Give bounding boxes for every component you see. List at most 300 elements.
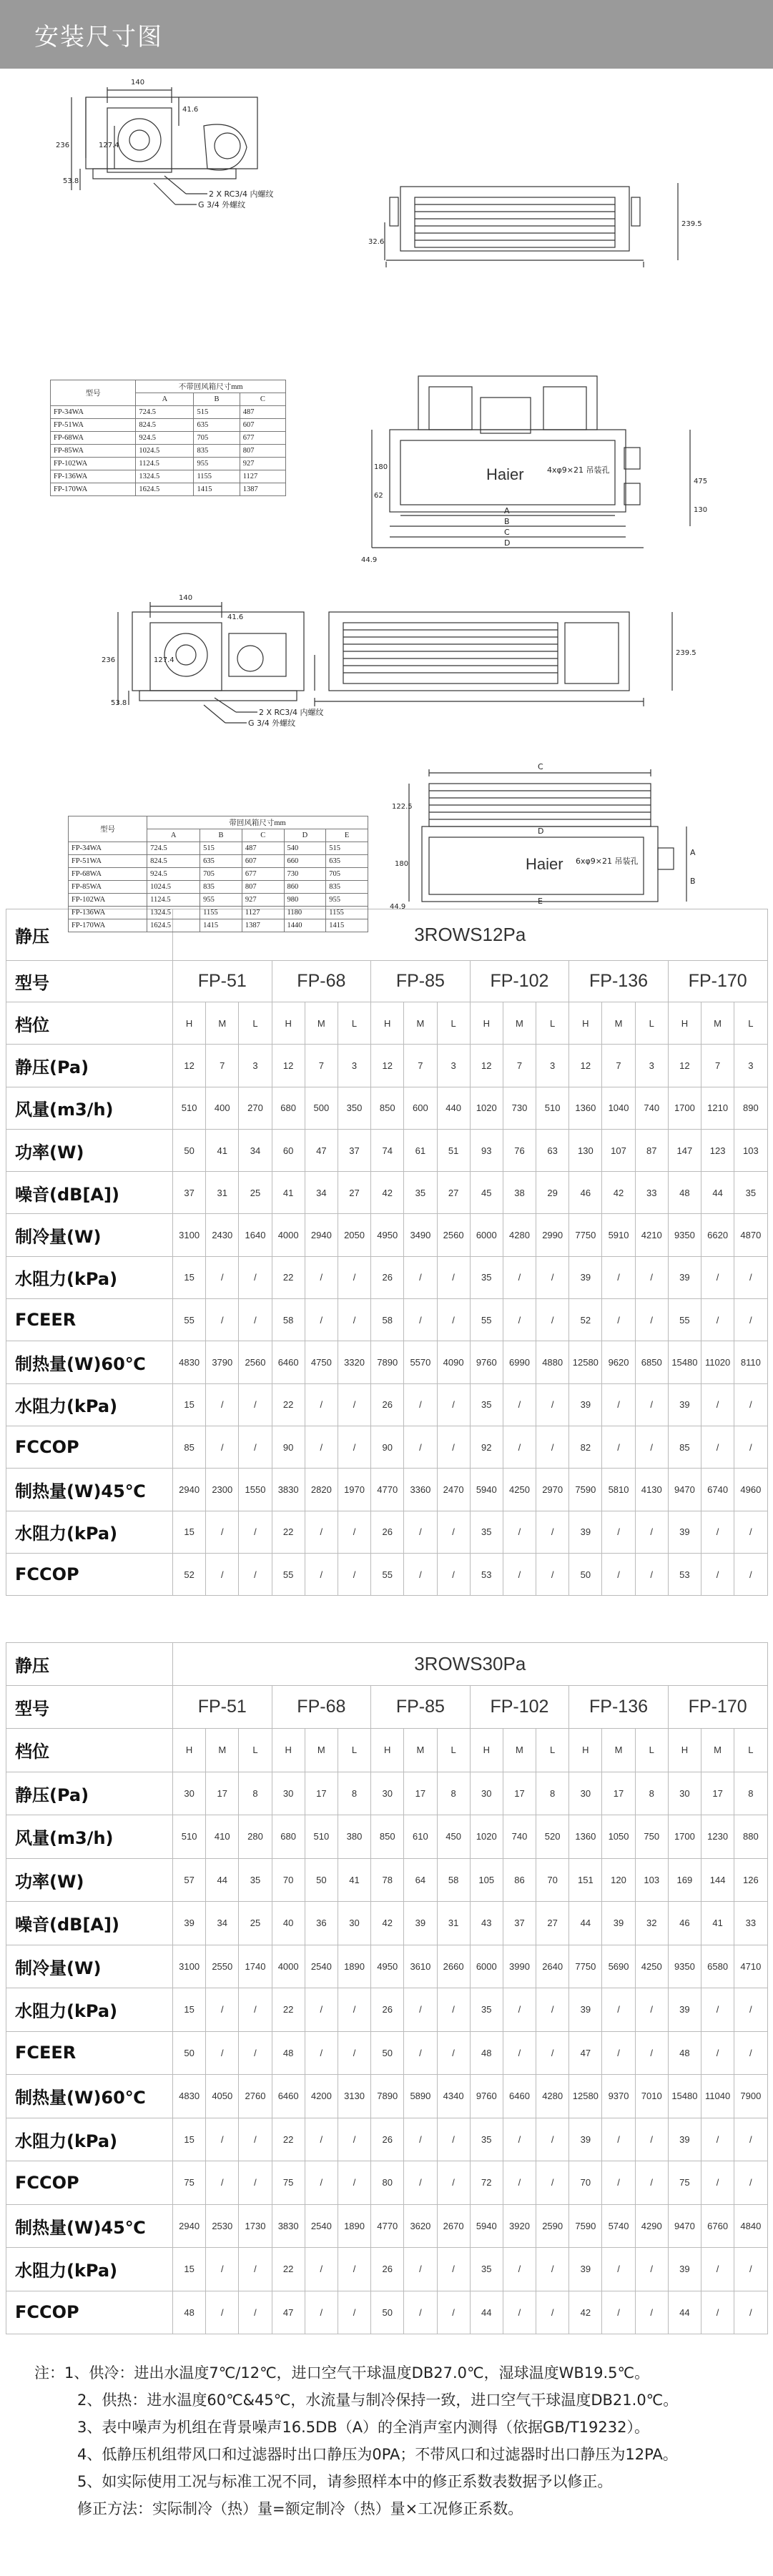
spec-title: 3ROWS30Pa: [173, 1643, 768, 1686]
model-header: FP-170: [668, 961, 767, 1002]
value-cell: 39: [668, 2118, 701, 2161]
value-cell: 58: [371, 1299, 404, 1341]
value-cell: /: [239, 1553, 272, 1595]
value-cell: 924.5: [136, 432, 194, 445]
value-cell: 5810: [602, 1469, 635, 1511]
callout-label: G 3/4 外螺纹: [198, 200, 246, 209]
value-cell: 6460: [272, 2075, 305, 2118]
value-cell: /: [701, 2031, 734, 2075]
value-cell: 8: [437, 1772, 470, 1815]
value-cell: 1415: [200, 919, 242, 932]
value-cell: 17: [503, 1772, 536, 1815]
value-cell: 440: [437, 1087, 470, 1129]
front-view-2: [315, 612, 672, 706]
value-cell: 50: [173, 2031, 206, 2075]
note-item: [34, 2359, 773, 2387]
value-cell: 12: [668, 1045, 701, 1087]
value-cell: L: [536, 1002, 569, 1045]
value-cell: 39: [569, 1383, 602, 1426]
value-cell: /: [305, 1988, 338, 2032]
dim-label: 140: [179, 594, 193, 602]
letter-label: A: [504, 506, 510, 515]
note-item: 3、表中噪声为机组在背景噪声16.5DB（A）的全消声室内测得（依据GB/T19232）。: [77, 2419, 649, 2437]
value-cell: 55: [173, 1299, 206, 1341]
value-cell: 4750: [305, 1341, 338, 1383]
spec-row: [6, 1299, 768, 1341]
value-cell: 87: [635, 1129, 668, 1171]
table-row: [51, 445, 286, 458]
value-cell: 50: [173, 1129, 206, 1171]
dim-label: 239.5: [676, 649, 696, 657]
value-cell: 50: [305, 1858, 338, 1902]
value-cell: /: [701, 1426, 734, 1468]
spec-row: [6, 1988, 768, 2032]
spec-row: [6, 1002, 768, 1045]
value-cell: /: [437, 2248, 470, 2291]
value-cell: /: [239, 2248, 272, 2291]
value-cell: 22: [272, 2118, 305, 2161]
value-cell: /: [437, 1256, 470, 1298]
value-cell: /: [404, 2291, 437, 2334]
spec-row: [6, 1902, 768, 1945]
value-cell: 835: [200, 881, 242, 894]
value-cell: /: [239, 1988, 272, 2032]
value-cell: /: [602, 1256, 635, 1298]
value-cell: 1155: [200, 907, 242, 919]
value-cell: 47: [569, 2031, 602, 2075]
value-cell: 44: [569, 1902, 602, 1945]
value-cell: 3990: [503, 1945, 536, 1988]
value-cell: 1210: [701, 1087, 734, 1129]
value-cell: 924.5: [147, 868, 200, 881]
value-cell: 39: [668, 1383, 701, 1426]
value-cell: 15480: [668, 1341, 701, 1383]
value-cell: /: [734, 2291, 767, 2334]
row-label: 制热量(W)60℃: [6, 2075, 173, 2118]
value-cell: 1127: [240, 470, 285, 483]
top-view-1: [372, 376, 690, 548]
value-cell: H: [470, 1002, 503, 1045]
value-cell: 835: [326, 881, 368, 894]
value-cell: 74: [371, 1129, 404, 1171]
value-cell: /: [635, 2248, 668, 2291]
value-cell: /: [206, 2031, 239, 2075]
value-cell: /: [536, 1988, 569, 2032]
value-cell: 9370: [602, 2075, 635, 2118]
value-cell: 7750: [569, 1945, 602, 1988]
value-cell: 1550: [239, 1469, 272, 1511]
value-cell: H: [569, 1729, 602, 1772]
spec-row: [6, 2118, 768, 2161]
static-pressure-label: 静压: [6, 909, 173, 961]
value-cell: 15480: [668, 2075, 701, 2118]
value-cell: 955: [194, 458, 240, 470]
value-cell: /: [404, 1299, 437, 1341]
value-cell: 15: [173, 1988, 206, 2032]
value-cell: 35: [470, 1988, 503, 2032]
dim-label: 122.5: [392, 803, 413, 811]
spec-row: [6, 1945, 768, 1988]
value-cell: /: [206, 1553, 239, 1595]
value-cell: 607: [242, 855, 284, 868]
value-cell: 78: [371, 1858, 404, 1902]
row-label: FCCOP: [6, 2291, 173, 2334]
dim-label: 41.6: [182, 106, 199, 114]
value-cell: 4770: [371, 2204, 404, 2248]
value-cell: 15: [173, 2248, 206, 2291]
dim-label: 180: [374, 463, 388, 471]
value-cell: 26: [371, 2118, 404, 2161]
value-cell: M: [305, 1729, 338, 1772]
value-cell: 75: [272, 2161, 305, 2205]
hole-label: 6xφ9×21 吊装孔: [576, 857, 639, 866]
value-cell: 1020: [470, 1087, 503, 1129]
value-cell: 600: [404, 1087, 437, 1129]
value-cell: 6460: [272, 1341, 305, 1383]
value-cell: 35: [470, 2248, 503, 2291]
model-cell: FP-51WA: [51, 419, 136, 432]
value-cell: 42: [371, 1902, 404, 1945]
table-corner: 型号: [51, 380, 136, 406]
value-cell: /: [734, 1988, 767, 2032]
value-cell: 3: [239, 1045, 272, 1087]
value-cell: L: [239, 1729, 272, 1772]
value-cell: 86: [503, 1858, 536, 1902]
row-label: 档位: [6, 1002, 173, 1045]
value-cell: 15: [173, 1256, 206, 1298]
value-cell: /: [338, 1256, 370, 1298]
value-cell: 807: [242, 881, 284, 894]
value-cell: /: [404, 2118, 437, 2161]
value-cell: 45: [470, 1172, 503, 1214]
value-cell: M: [503, 1729, 536, 1772]
value-cell: /: [437, 2031, 470, 2075]
value-cell: 1624.5: [147, 919, 200, 932]
model-cell: FP-34WA: [69, 842, 147, 855]
value-cell: 55: [470, 1299, 503, 1341]
row-label: FCCOP: [6, 2161, 173, 2205]
spec-row: [6, 2204, 768, 2248]
value-cell: 610: [404, 1815, 437, 1859]
value-cell: 955: [200, 894, 242, 907]
row-label: 制热量(W)45℃: [6, 2204, 173, 2248]
value-cell: 4950: [371, 1214, 404, 1256]
value-cell: 40: [272, 1902, 305, 1945]
spec-row: [6, 1045, 768, 1087]
value-cell: /: [602, 2248, 635, 2291]
note-text: 1、供冷：进出水温度7℃/12℃，进口空气干球温度DB27.0℃，湿球温度WB19.5℃。: [64, 2364, 650, 2382]
spec-row: [6, 1172, 768, 1214]
value-cell: 1124.5: [136, 458, 194, 470]
value-cell: 2970: [536, 1469, 569, 1511]
value-cell: 151: [569, 1858, 602, 1902]
value-cell: 44: [701, 1172, 734, 1214]
value-cell: 5740: [602, 2204, 635, 2248]
value-cell: 1415: [326, 919, 368, 932]
model-header: FP-51: [173, 961, 272, 1002]
model-cell: FP-102WA: [51, 458, 136, 470]
value-cell: 60: [272, 1129, 305, 1171]
value-cell: 5890: [404, 2075, 437, 2118]
value-cell: 30: [371, 1772, 404, 1815]
value-cell: 26: [371, 1511, 404, 1553]
value-cell: /: [602, 1383, 635, 1426]
value-cell: /: [536, 2118, 569, 2161]
value-cell: /: [635, 1988, 668, 2032]
value-cell: /: [437, 2118, 470, 2161]
value-cell: 6580: [701, 1945, 734, 1988]
value-cell: /: [338, 1299, 370, 1341]
value-cell: 2540: [305, 2204, 338, 2248]
row-label: 水阻力(kPa): [6, 1256, 173, 1298]
value-cell: 50: [371, 2291, 404, 2334]
value-cell: /: [536, 1426, 569, 1468]
value-cell: /: [602, 1511, 635, 1553]
value-cell: 92: [470, 1426, 503, 1468]
value-cell: 7890: [371, 1341, 404, 1383]
value-cell: 39: [602, 1902, 635, 1945]
value-cell: /: [404, 2031, 437, 2075]
value-cell: /: [635, 1553, 668, 1595]
value-cell: 510: [305, 1815, 338, 1859]
table-row: [51, 419, 286, 432]
value-cell: 63: [536, 1129, 569, 1171]
value-cell: /: [239, 2031, 272, 2075]
table-row: [69, 855, 368, 868]
value-cell: 1624.5: [136, 483, 194, 496]
value-cell: 724.5: [147, 842, 200, 855]
value-cell: /: [536, 2291, 569, 2334]
value-cell: 280: [239, 1815, 272, 1859]
spec-row: [6, 1341, 768, 1383]
value-cell: /: [305, 2031, 338, 2075]
value-cell: 44: [206, 1858, 239, 1902]
value-cell: /: [206, 2118, 239, 2161]
value-cell: M: [404, 1002, 437, 1045]
spec-row: [6, 1256, 768, 1298]
row-label: 水阻力(kPa): [6, 2248, 173, 2291]
top-view-2: [409, 769, 686, 902]
value-cell: 75: [668, 2161, 701, 2205]
value-cell: 70: [272, 1858, 305, 1902]
table-row: [69, 842, 368, 855]
value-cell: 9760: [470, 2075, 503, 2118]
value-cell: M: [206, 1729, 239, 1772]
value-cell: 1360: [569, 1087, 602, 1129]
value-cell: 400: [206, 1087, 239, 1129]
value-cell: 2300: [206, 1469, 239, 1511]
value-cell: 1440: [284, 919, 326, 932]
value-cell: 7590: [569, 1469, 602, 1511]
spec-row: [6, 1772, 768, 1815]
value-cell: 4200: [305, 2075, 338, 2118]
value-cell: 39: [668, 1256, 701, 1298]
value-cell: 15: [173, 1383, 206, 1426]
value-cell: 4000: [272, 1945, 305, 1988]
value-cell: 15: [173, 1511, 206, 1553]
value-cell: 103: [635, 1858, 668, 1902]
value-cell: L: [338, 1729, 370, 1772]
value-cell: 48: [668, 2031, 701, 2075]
row-label: FCEER: [6, 1299, 173, 1341]
value-cell: 6000: [470, 1214, 503, 1256]
value-cell: /: [305, 1553, 338, 1595]
value-cell: 890: [734, 1087, 767, 1129]
table-corner: 型号: [69, 816, 147, 842]
row-label: FCCOP: [6, 1553, 173, 1595]
value-cell: /: [635, 1511, 668, 1553]
value-cell: 41: [701, 1902, 734, 1945]
value-cell: 2990: [536, 1214, 569, 1256]
callout-label: 2 X RC3/4 内螺纹: [259, 708, 324, 717]
value-cell: /: [404, 1988, 437, 2032]
spec-row: [6, 1087, 768, 1129]
spec-row: [6, 1214, 768, 1256]
spec-table-12pa: [6, 909, 768, 1596]
value-cell: 58: [272, 1299, 305, 1341]
value-cell: M: [503, 1002, 536, 1045]
value-cell: 2430: [206, 1214, 239, 1256]
value-cell: 55: [272, 1553, 305, 1595]
dim-label: 44.9: [390, 903, 406, 909]
value-cell: /: [734, 2161, 767, 2205]
row-label: 水阻力(kPa): [6, 2118, 173, 2161]
dim-label: 127.4: [99, 142, 119, 149]
value-cell: 635: [326, 855, 368, 868]
model-cell: FP-51WA: [69, 855, 147, 868]
spec-row: [6, 1469, 768, 1511]
value-cell: L: [338, 1002, 370, 1045]
model-cell: FP-136WA: [51, 470, 136, 483]
value-cell: 1730: [239, 2204, 272, 2248]
spec-row: [6, 2031, 768, 2075]
value-cell: 450: [437, 1815, 470, 1859]
value-cell: 2670: [437, 2204, 470, 2248]
value-cell: 34: [206, 1902, 239, 1945]
value-cell: M: [305, 1002, 338, 1045]
value-cell: 26: [371, 1988, 404, 2032]
row-label: 风量(m3/h): [6, 1815, 173, 1859]
value-cell: 3320: [338, 1341, 370, 1383]
value-cell: 410: [206, 1815, 239, 1859]
side-view-2: [118, 602, 304, 723]
dim-label: 41.6: [227, 613, 244, 621]
value-cell: /: [635, 2161, 668, 2205]
dimension-table-with-return-box: [68, 816, 368, 932]
value-cell: 740: [635, 1087, 668, 1129]
value-cell: 144: [701, 1858, 734, 1902]
row-label: 制热量(W)45℃: [6, 1469, 173, 1511]
value-cell: 6990: [503, 1341, 536, 1383]
value-cell: 2470: [437, 1469, 470, 1511]
value-cell: 2590: [536, 2204, 569, 2248]
value-cell: 824.5: [136, 419, 194, 432]
row-label: 风量(m3/h): [6, 1087, 173, 1129]
value-cell: 1230: [701, 1815, 734, 1859]
value-cell: 8: [338, 1772, 370, 1815]
value-cell: 7890: [371, 2075, 404, 2118]
dim-label: 236: [56, 142, 70, 149]
value-cell: 12: [173, 1045, 206, 1087]
spec-body: [6, 1729, 768, 2334]
value-cell: 76: [503, 1129, 536, 1171]
value-cell: /: [503, 1988, 536, 2032]
value-cell: /: [635, 2291, 668, 2334]
value-cell: /: [239, 1426, 272, 1468]
value-cell: /: [701, 1299, 734, 1341]
value-cell: 7010: [635, 2075, 668, 2118]
value-cell: 680: [272, 1815, 305, 1859]
dimension-table-no-return-box: [50, 380, 286, 496]
value-cell: /: [338, 1383, 370, 1426]
value-cell: 6460: [503, 2075, 536, 2118]
row-label: 静压(Pa): [6, 1772, 173, 1815]
value-cell: /: [536, 1383, 569, 1426]
value-cell: 27: [536, 1902, 569, 1945]
value-cell: 7590: [569, 2204, 602, 2248]
value-cell: 927: [240, 458, 285, 470]
value-cell: 11040: [701, 2075, 734, 2118]
value-cell: 1024.5: [136, 445, 194, 458]
value-cell: 1890: [338, 1945, 370, 1988]
value-cell: /: [239, 2291, 272, 2334]
row-label: 水阻力(kPa): [6, 1511, 173, 1553]
value-cell: 1387: [240, 483, 285, 496]
value-cell: /: [437, 2161, 470, 2205]
table-row: [69, 881, 368, 894]
value-cell: /: [305, 1299, 338, 1341]
value-cell: 12580: [569, 1341, 602, 1383]
value-cell: 1700: [668, 1815, 701, 1859]
value-cell: 1890: [338, 2204, 370, 2248]
value-cell: 3: [536, 1045, 569, 1087]
notes: [34, 2359, 773, 2522]
value-cell: 4250: [635, 1945, 668, 1988]
model-header: FP-85: [371, 961, 471, 1002]
value-cell: /: [404, 1383, 437, 1426]
value-cell: 35: [470, 1256, 503, 1298]
value-cell: /: [404, 1511, 437, 1553]
value-cell: /: [437, 1988, 470, 2032]
spec-row: [6, 1426, 768, 1468]
value-cell: 93: [470, 1129, 503, 1171]
row-label: FCCOP: [6, 1426, 173, 1468]
value-cell: 85: [173, 1426, 206, 1468]
value-cell: 90: [272, 1426, 305, 1468]
value-cell: /: [338, 1426, 370, 1468]
table-row: [51, 406, 286, 419]
value-cell: 3490: [404, 1214, 437, 1256]
value-cell: /: [206, 1383, 239, 1426]
value-cell: 47: [272, 2291, 305, 2334]
brand-logo: Haier: [486, 465, 524, 483]
value-cell: M: [404, 1729, 437, 1772]
value-cell: 33: [635, 1172, 668, 1214]
value-cell: 824.5: [147, 855, 200, 868]
value-cell: 42: [371, 1172, 404, 1214]
value-cell: /: [503, 1511, 536, 1553]
value-cell: /: [635, 1299, 668, 1341]
value-cell: 1124.5: [147, 894, 200, 907]
value-cell: 39: [668, 1511, 701, 1553]
letter-label: C: [538, 762, 543, 771]
section-header: [0, 0, 773, 69]
value-cell: 7: [602, 1045, 635, 1087]
value-cell: 380: [338, 1815, 370, 1859]
value-cell: 515: [200, 842, 242, 855]
value-cell: 4710: [734, 1945, 767, 1988]
value-cell: L: [437, 1729, 470, 1772]
